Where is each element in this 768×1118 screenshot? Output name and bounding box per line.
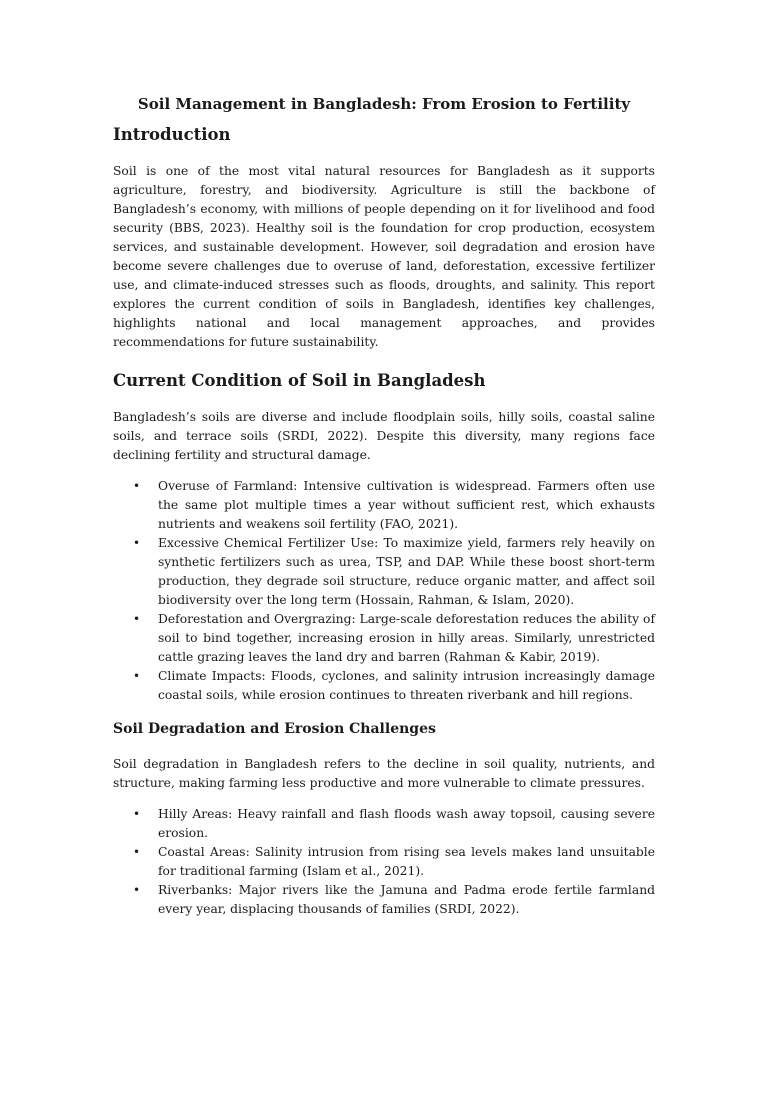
bullet-icon: • bbox=[133, 669, 141, 683]
bullet-icon: • bbox=[133, 845, 141, 859]
bullet-icon: • bbox=[133, 612, 141, 626]
list-item-text: Excessive Chemical Fertilizer Use: To maximize yield, farmers rely heavily on synthetic fertilizers such as urea, TSP, and DAP. While these boost short-term production, they degrade soil structure, reduce organic matter, and affect soil biodiversity over the long term (Hossain, Rahman, & Islam, 2020). bbox=[158, 536, 655, 607]
list-item-text: Climate Impacts: Floods, cyclones, and salinity intrusion increasingly damage coastal soils, while erosion continues to threaten riverbank and hill regions. bbox=[158, 669, 655, 702]
bullet-icon: • bbox=[133, 807, 141, 821]
current-condition-paragraph: Bangladesh’s soils are diverse and include floodplain soils, hilly soils, coastal saline soils, and terrace soils (SRDI, 2022). Despite this diversity, many regions face declining fertility and structural damage. bbox=[113, 410, 655, 462]
list-item-text: Deforestation and Overgrazing: Large-scale deforestation reduces the ability of soil to bind together, increasing erosion in hilly areas. Similarly, unrestricted cattle grazing leaves the land dry and barren (Rahman & Kabir, 2019). bbox=[158, 612, 655, 664]
list-item-text: Hilly Areas: Heavy rainfall and flash floods wash away topsoil, causing severe erosion. bbox=[158, 807, 655, 840]
degradation-heading: Soil Degradation and Erosion Challenges bbox=[113, 721, 436, 737]
list-item bbox=[133, 805, 655, 843]
bullet-icon: • bbox=[133, 883, 141, 897]
list-item-text: Overuse of Farmland: Intensive cultivation is widespread. Farmers often use the same plot multiple times a year without sufficient rest, which exhausts nutrients and weakens soil fertility (FAO, 2021). bbox=[158, 479, 655, 531]
list-item bbox=[133, 667, 655, 705]
list-item bbox=[133, 477, 655, 534]
degradation-list bbox=[113, 805, 655, 919]
current-condition-list bbox=[113, 477, 655, 705]
list-item bbox=[133, 534, 655, 610]
bullet-icon: • bbox=[133, 536, 141, 550]
current-condition-heading: Current Condition of Soil in Bangladesh bbox=[113, 371, 486, 390]
list-item bbox=[133, 881, 655, 919]
bullet-icon: • bbox=[133, 479, 141, 493]
degradation-paragraph: Soil degradation in Bangladesh refers to the decline in soil quality, nutrients, and structure, making farming less productive and more vulnerable to climate pressures. bbox=[113, 757, 655, 790]
list-item-text: Riverbanks: Major rivers like the Jamuna and Padma erode fertile farmland every year, displacing thousands of families (SRDI, 2022). bbox=[158, 883, 655, 916]
list-item-text: Coastal Areas: Salinity intrusion from rising sea levels makes land unsuitable for traditional farming (Islam et al., 2021). bbox=[158, 845, 655, 878]
introduction-paragraph: Soil is one of the most vital natural resources for Bangladesh as it supports agriculture, forestry, and biodiversity. Agriculture is still the backbone of Bangladesh’s economy, with millions of people depending on it for livelihood and food security (BBS, 2023). Healthy soil is the foundation for crop production, ecosystem services, and sustainable development. However, soil degradation and erosion have become severe challenges due to overuse of land, deforestation, excessive fertilizer use, and climate-induced stresses such as floods, droughts, and salinity. This report explores the current condition of soils in Bangladesh, identifies key challenges, highlights national and local management approaches, and provides recommendations for future sustainability. bbox=[113, 164, 655, 349]
document-page bbox=[0, 94, 768, 1118]
list-item bbox=[133, 843, 655, 881]
list-item bbox=[133, 610, 655, 667]
introduction-heading: Introduction bbox=[113, 125, 231, 144]
document-title: Soil Management in Bangladesh: From Erosion to Fertility bbox=[137, 95, 631, 113]
